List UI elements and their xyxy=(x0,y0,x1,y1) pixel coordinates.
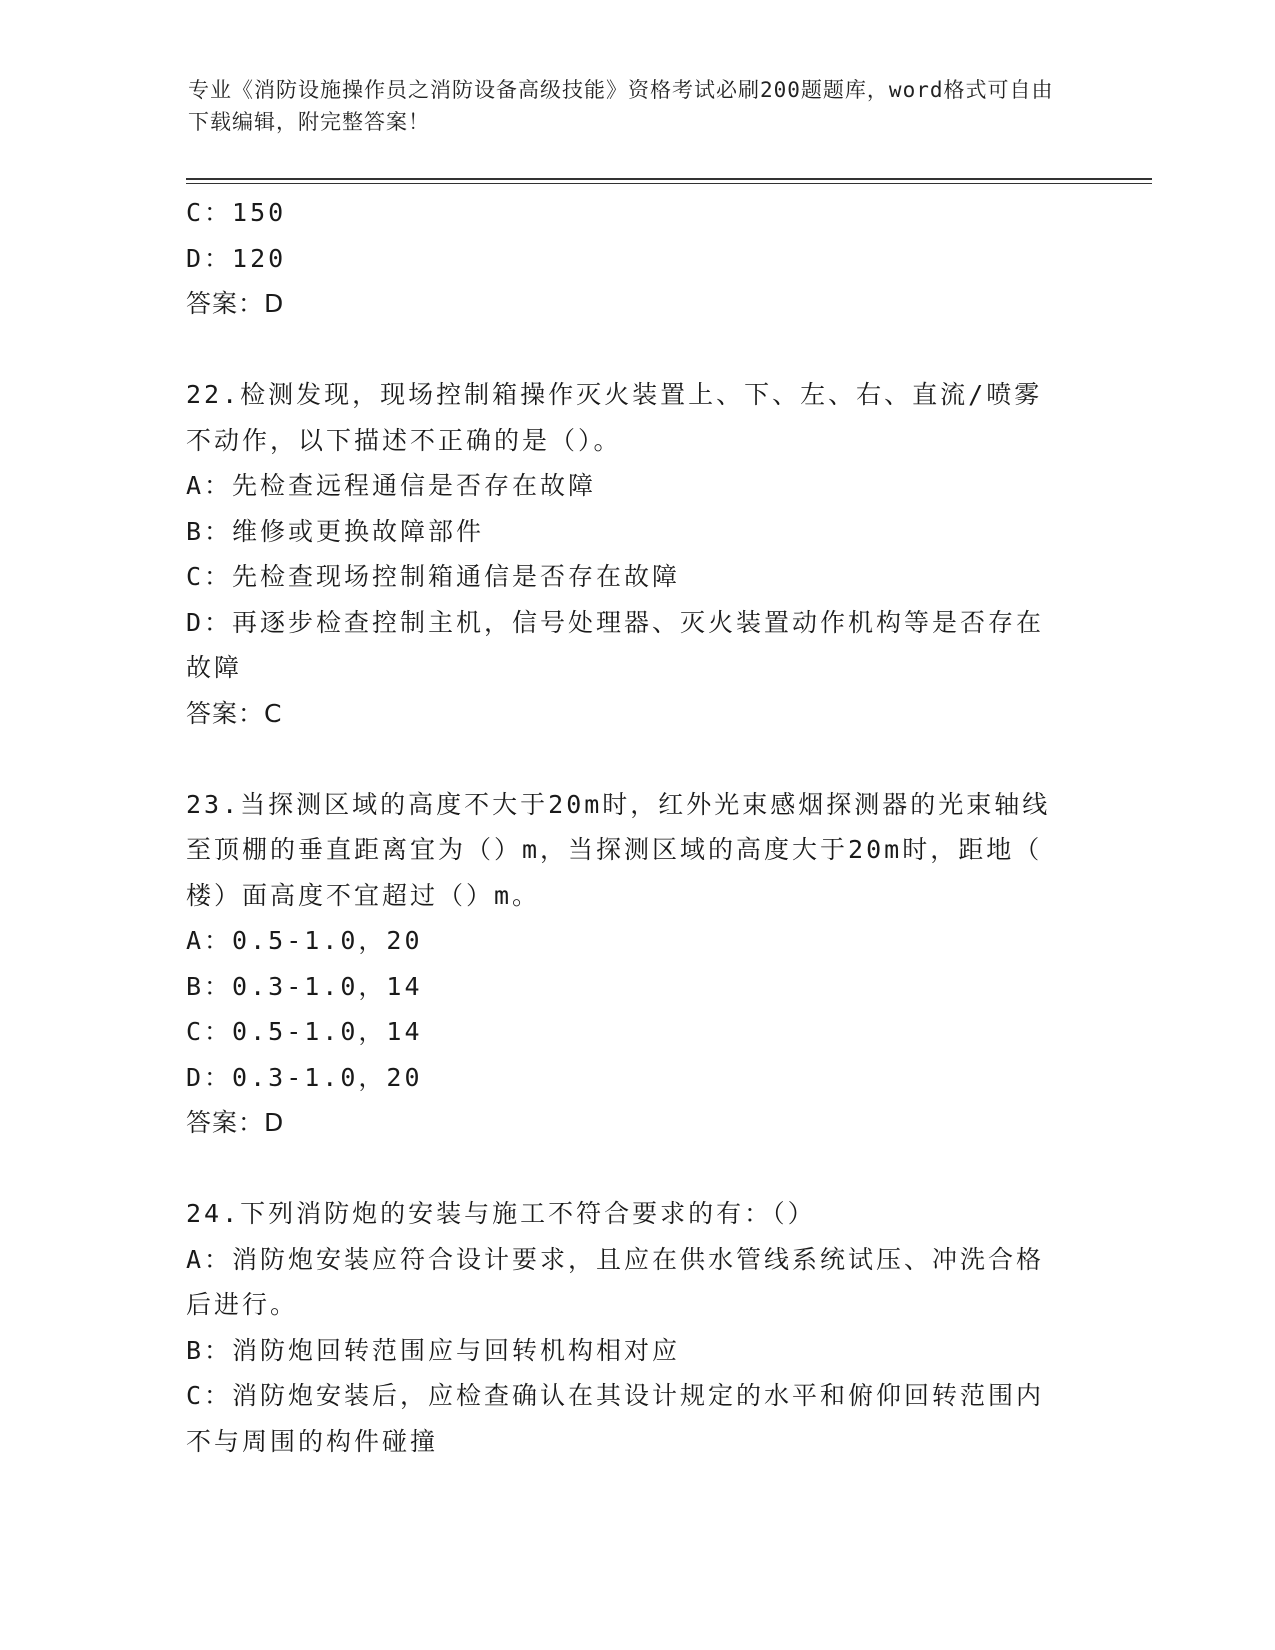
question-stem: 22.检测发现，现场控制箱操作灭火装置上、下、左、右、直流/喷雾 xyxy=(186,380,1043,409)
option-c: C：先检查现场控制箱通信是否存在故障 xyxy=(186,562,681,591)
question-stem: 24.下列消防炮的安装与施工不符合要求的有：（） xyxy=(186,1199,816,1228)
header-divider xyxy=(186,178,1152,184)
question-content xyxy=(186,190,1086,1464)
question-21-tail xyxy=(186,190,1086,327)
spacer xyxy=(186,327,1086,373)
option-d: D：120 xyxy=(186,243,287,273)
option-b: B：维修或更换故障部件 xyxy=(186,516,485,546)
option-a: A：0.5-1.0，20 xyxy=(186,926,423,955)
option-c: C：0.5-1.0，14 xyxy=(186,1017,423,1046)
question-stem: 至顶棚的垂直距离宜为（）m，当探测区域的高度大于20m时，距地（ xyxy=(186,835,1043,864)
option-d: D：0.3-1.0，20 xyxy=(186,1062,423,1092)
page-header: 专业《消防设施操作员之消防设备高级技能》资格考试必刷200题题库，word格式可自由下载编辑，附完整答案！ xyxy=(188,78,1054,134)
option-c: C：消防炮安装后，应检查确认在其设计规定的水平和俯仰回转范围内 xyxy=(186,1381,1045,1410)
option-c: C：150 xyxy=(186,198,287,227)
option-c: 不与周围的构件碰撞 xyxy=(186,1426,439,1456)
option-a: A：消防炮安装应符合设计要求，且应在供水管线系统试压、冲洗合格 xyxy=(186,1244,1045,1274)
option-d: D：再逐步检查控制主机，信号处理器、灭火装置动作机构等是否存在 xyxy=(186,607,1045,637)
question-stem: 楼）面高度不宜超过（）m。 xyxy=(186,880,541,910)
question-24 xyxy=(186,1191,1086,1464)
question-stem: 不动作，以下描述不正确的是（）。 xyxy=(186,425,622,455)
answer: 答案：C xyxy=(186,698,283,728)
answer: 答案：D xyxy=(186,289,285,318)
option-a: 后进行。 xyxy=(186,1290,299,1319)
option-d: 故障 xyxy=(186,653,243,682)
option-b: B：0.3-1.0，14 xyxy=(186,971,423,1001)
question-22 xyxy=(186,372,1086,736)
spacer xyxy=(186,736,1086,782)
answer: 答案：D xyxy=(186,1108,285,1137)
option-a: A：先检查远程通信是否存在故障 xyxy=(186,471,597,500)
question-stem: 23.当探测区域的高度不大于20m时，红外光束感烟探测器的光束轴线 xyxy=(186,789,1051,819)
question-23 xyxy=(186,782,1086,1146)
spacer xyxy=(186,1146,1086,1192)
option-b: B：消防炮回转范围应与回转机构相对应 xyxy=(186,1335,681,1365)
